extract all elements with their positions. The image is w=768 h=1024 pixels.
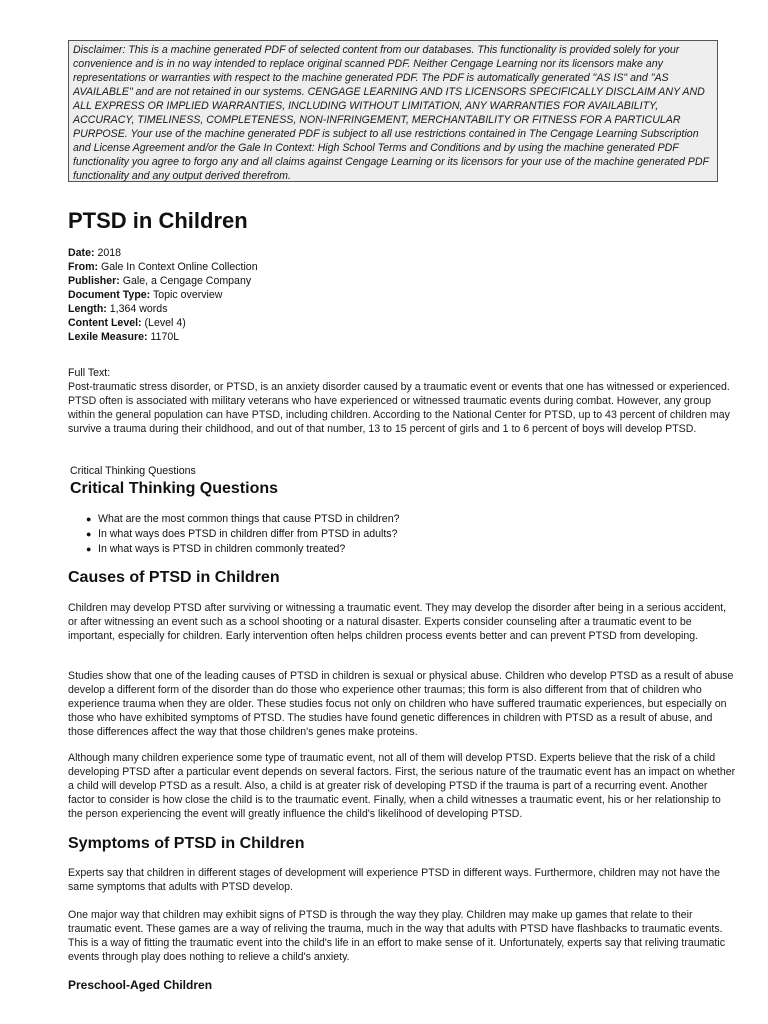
page-title: PTSD in Children xyxy=(68,208,248,233)
bullet-icon: ● xyxy=(86,544,92,554)
list-item: ● In what ways is PTSD in children commonly treated? xyxy=(86,543,346,555)
intro-paragraph: Post-traumatic stress disorder, or PTSD, is an anxiety disorder caused by a traumatic event or events that one has witnessed or experienced. PTSD often is associated with military veterans who have experienced or witnessed traumatic events during combat. However, any group within the general population can have PTSD, including children. According to the National Center for PTSD, up to 43 percent of children may survive a trauma during their childhood, and out of that number, 13 to 15 percent of girls and 1 to 6 percent of boys will develop PTSD. xyxy=(68,381,730,435)
disclaimer-box: Disclaimer: This is a machine generated PDF of selected content from our databases. This functionality is provided solely for your convenience and is in no way intended to replace original scanned PDF. Neither Cengage Learning nor its licensors make any representations or warranties with respect to the machine generated PDF. The PDF is automatically generated "AS IS" and "AS AVAILABLE" and are not retained in our systems. CENGAGE LEARNING AND ITS LICENSORS SPECIFICALLY DISCLAIM ANY AND ALL EXPRESS OR IMPLIED WARRANTIES, INCLUDING WITHOUT LIMITATION, ANY WARRANTIES FOR AVAILABILITY, ACCURACY, TIMELINESS, COMPLETENESS, NON-INFRINGEMENT, MERCHANTABILITY OR FITNESS FOR A PARTICULAR PURPOSE. Your use of the machine generated PDF is subject to all use restrictions contained in The Cengage Learning Subscription and License Agreement and/or the Gale In Context: High School Terms and Conditions and by using the machine generated PDF functionality you agree to forgo any and all claims against Cengage Learning or its licensors for your use of the machine generated PDF functionality and any output derived therefrom. xyxy=(68,40,718,182)
ctq-section-label: Critical Thinking Questions xyxy=(70,465,196,477)
ctq-heading: Critical Thinking Questions xyxy=(70,480,279,497)
causes-paragraph-2: Studies show that one of the leading causes of PTSD in children is sexual or physical abuse. Children who develop PTSD as a result of abuse develop a different form of the disorder than do those who experience other traumas; this form is also different from that of children who experience trauma when they are older. These studies focus not only on children who have suffered traumatic experiences, but especially on those who have exhibited symptoms of PTSD. The studies have found genetic differences in children with PTSD as a result of abuse, and those differences affect the way that those children's genes make proteins. xyxy=(68,670,734,738)
bullet-icon: ● xyxy=(86,529,92,539)
meta-length: Length: 1,364 words xyxy=(68,303,168,315)
meta-content-level: Content Level: (Level 4) xyxy=(68,317,186,329)
symptoms-paragraph-1: Experts say that children in different stages of development will experience PTSD in different ways. Furthermore, children may not have the same symptoms that adults with PTSD develop. xyxy=(68,867,721,893)
meta-lexile-measure: Lexile Measure: 1170L xyxy=(68,331,180,343)
list-item: ● What are the most common things that cause PTSD in children? xyxy=(86,513,400,525)
symptoms-heading: Symptoms of PTSD in Children xyxy=(68,835,305,852)
preschool-heading: Preschool-Aged Children xyxy=(68,978,213,992)
causes-paragraph-3: Although many children experience some type of traumatic event, not all of them will develop PTSD. Experts believe that the risk of a child developing PTSD after a particular event depends on several factors. First, the serious nature of the traumatic event has an impact on whether a child will develop PTSD as a result. Also, a child is at greater risk of developing PTSD if the trauma is part of a recurring event. Another factor to consider is how close the child is to the traumatic event. Finally, when a child witnesses a traumatic event, his or her relationship to the person experiencing the event will greatly influence the child's likelihood of developing PTSD. xyxy=(68,752,736,820)
meta-date: Date: 2018 xyxy=(68,247,122,259)
document-metadata xyxy=(68,246,258,344)
meta-document-type: Document Type: Topic overview xyxy=(68,289,223,301)
causes-paragraph-1: Children may develop PTSD after surviving or witnessing a traumatic event. They may develop the disorder after being in a serious accident, or after witnessing an event such as a school shooting or a natural disaster. Experts consider counseling after a traumatic event to be important, especially for children. Early intervention often helps children process events better and can prevent PTSD from developing. xyxy=(68,602,727,642)
causes-heading: Causes of PTSD in Children xyxy=(68,569,280,586)
meta-from: From: Gale In Context Online Collection xyxy=(68,261,258,273)
list-item: ● In what ways does PTSD in children differ from PTSD in adults? xyxy=(86,528,398,540)
meta-publisher: Publisher: Gale, a Cengage Company xyxy=(68,275,252,287)
symptoms-paragraph-2: One major way that children may exhibit signs of PTSD is through the way they play. Children may make up games that relate to their traumatic event. These games are a way of reliving the trauma, much in the way that adults with PTSD have flashbacks to traumatic events. This is a way of fitting the traumatic event into the child's life in an effort to make sense of it. Unfortunately, experts say that reliving traumatic events through play does nothing to relieve a child's anxiety. xyxy=(68,909,725,963)
question-list xyxy=(86,512,399,557)
full-text-label: Full Text: xyxy=(68,367,111,379)
bullet-icon: ● xyxy=(86,514,92,524)
